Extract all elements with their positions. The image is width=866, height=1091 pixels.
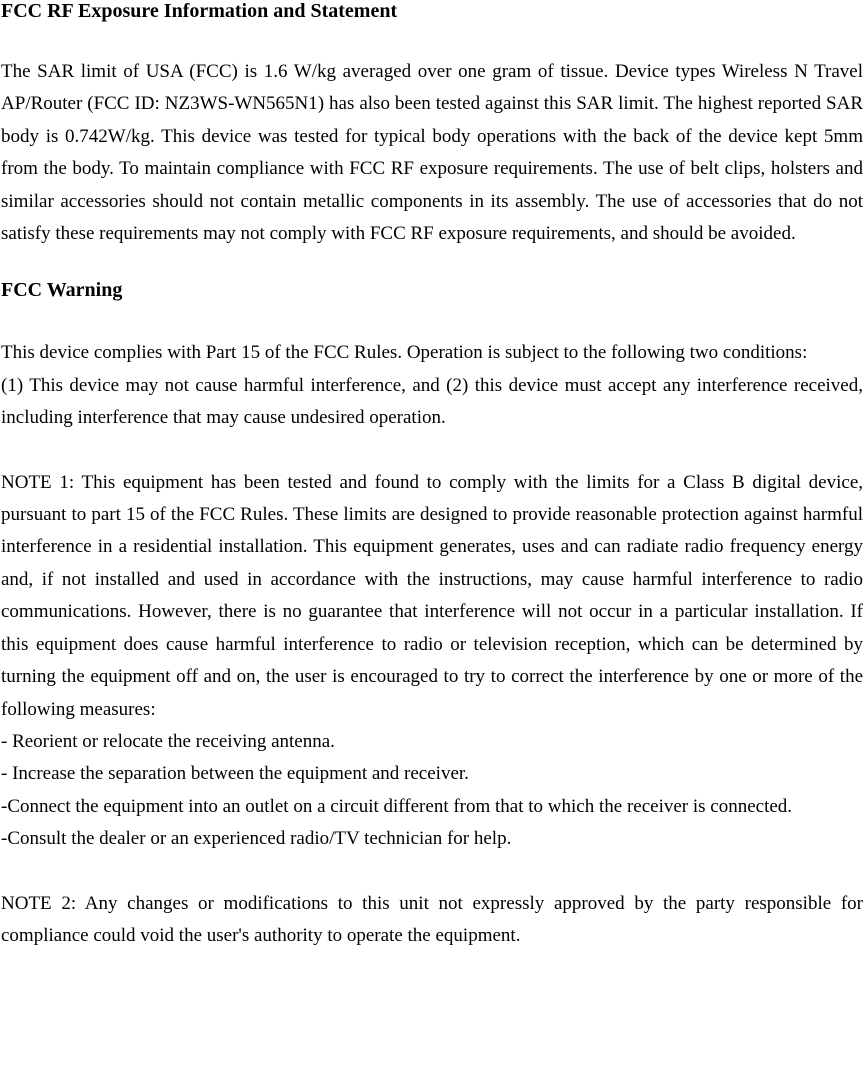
document-page: [1, 0, 863, 952]
list-item: -Connect the equipment into an outlet on a circuit different from that to which the receiver is connected.: [1, 795, 793, 817]
spacer: [1, 435, 863, 467]
warning-intro-paragraph: This device complies with Part 15 of the FCC Rules. Operation is subject to the following two conditions:: [1, 342, 808, 364]
spacer: [1, 250, 863, 279]
warning-conditions-paragraph: (1) This device may not cause harmful interference, and (2) this device must accept any interference received, including interference that may cause undesired operation.: [1, 374, 863, 429]
rf-exposure-paragraph: The SAR limit of USA (FCC) is 1.6 W/kg averaged over one gram of tissue. Device types Wireless N Travel AP/Router (FCC ID: NZ3WS-WN565N1) has also been tested against this SAR limit. The highest reported SAR body is 0.742W/kg. This device was tested for typical body operations with the back of the device kept 5mm from the body. To maintain compliance with FCC RF exposure requirements. The use of belt clips, holsters and similar accessories should not contain metallic components in its assembly. The use of accessories that do not satisfy these requirements may not comply with FCC RF exposure requirements, and should be avoided.: [1, 61, 863, 245]
note1-paragraph: NOTE 1: This equipment has been tested and found to comply with the limits for a Class B digital device, pursuant to part 15 of the FCC Rules. These limits are designed to provide reasonable protection against harmful interference in a residential installation. This equipment generates, uses and can radiate radio frequency energy and, if not installed and used in accordance with the instructions, may cause harmful interference to radio communications. However, there is no guarantee that interference will not occur in a particular installation. If this equipment does cause harmful interference to radio or television reception, which can be determined by turning the equipment off and on, the user is encouraged to try to correct the interference by one or more of the following measures:: [1, 471, 863, 720]
spacer: [1, 301, 863, 333]
note2-paragraph: NOTE 2: Any changes or modifications to this unit not expressly approved by the party responsible for compliance could void the user's authority to operate the equipment.: [1, 892, 863, 946]
measures-list: [1, 726, 863, 856]
spacer: [1, 22, 863, 55]
list-item: - Reorient or relocate the receiving antenna.: [1, 730, 335, 752]
rf-exposure-heading: FCC RF Exposure Information and Statement: [1, 0, 398, 22]
spacer: [1, 856, 863, 888]
fcc-warning-heading: FCC Warning: [1, 279, 123, 302]
list-item: - Increase the separation between the equipment and receiver.: [1, 763, 469, 785]
list-item: -Consult the dealer or an experienced radio/TV technician for help.: [1, 828, 512, 850]
